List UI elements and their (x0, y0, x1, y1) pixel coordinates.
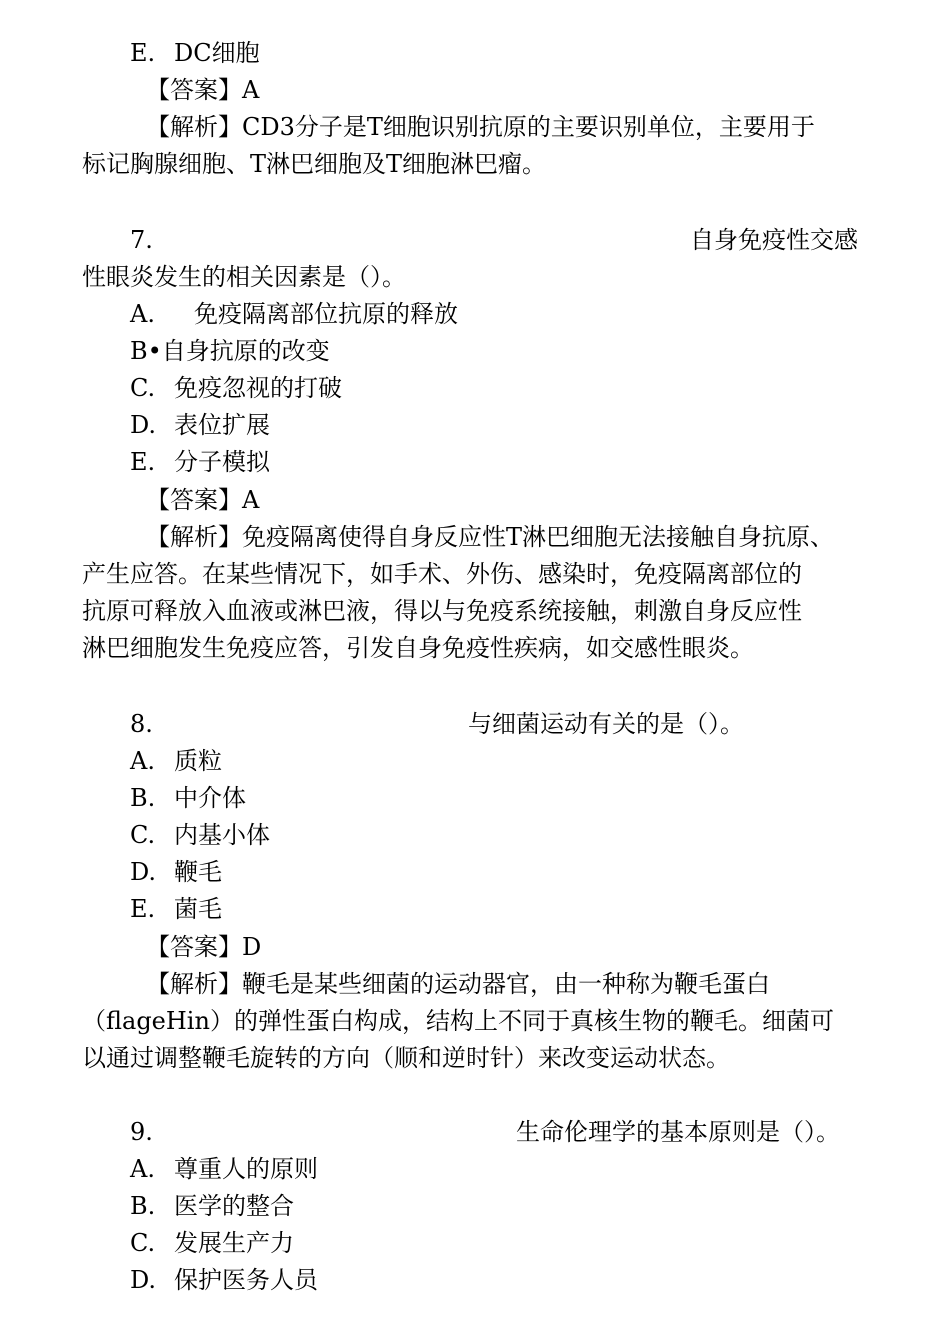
q8-option-b (130, 783, 246, 813)
q9-option-d (130, 1265, 318, 1295)
q8-question: 与细菌运动有关的是（）。 (468, 710, 744, 738)
option-text: B•自身抗原的改变 (130, 337, 330, 365)
q7-explanation-line-1: 【解析】免疫隔离使得自身反应性T淋巴细胞无法接触自身抗原、 (146, 523, 835, 551)
q7-question-line-2: 性眼炎发生的相关因素是（）。 (82, 263, 406, 291)
q6-explanation-line-1: 【解析】CD3分子是T细胞识别抗原的主要识别单位，主要用于 (146, 113, 815, 141)
q9-option-c (130, 1228, 294, 1258)
q7-option-c (130, 373, 342, 403)
q6-option-e (130, 38, 260, 68)
option-letter: B. (130, 784, 156, 812)
option-text: 鞭毛 (174, 858, 222, 886)
option-text: 发展生产力 (174, 1229, 294, 1257)
q8-option-a (130, 746, 222, 776)
option-text: 尊重人的原则 (174, 1155, 318, 1183)
option-letter: A. (130, 300, 155, 328)
option-text: 菌毛 (174, 895, 222, 923)
q7-number: 7. (130, 226, 153, 254)
q7-explanation-line-3: 抗原可释放入血液或淋巴液，得以与免疫系统接触，刺激自身反应性 (82, 597, 802, 625)
q8-option-c (130, 820, 270, 850)
option-letter: C. (130, 1229, 156, 1257)
option-text: 分子模拟 (174, 448, 270, 476)
q7-answer: 【答案】A (146, 486, 260, 514)
q8-explanation-line-3: 以通过调整鞭毛旋转的方向（顺和逆时针）来改变运动状态。 (82, 1044, 730, 1072)
q9-question: 生命伦理学的基本原则是（）。 (516, 1118, 840, 1146)
option-letter: C. (130, 374, 156, 402)
q8-option-d (130, 857, 222, 887)
q9-option-a (130, 1154, 318, 1184)
q8-explanation-line-2: （flageHin）的弹性蛋白构成，结构上不同于真核生物的鞭毛。细菌可 (82, 1007, 834, 1035)
option-letter: A. (130, 1155, 155, 1183)
q8-explanation-line-1: 【解析】鞭毛是某些细菌的运动器官，由一种称为鞭毛蛋白 (146, 970, 770, 998)
option-letter: D. (130, 411, 157, 439)
q7-explanation-line-2: 产生应答。在某些情况下，如手术、外伤、感染时，免疫隔离部位的 (82, 560, 802, 588)
q7-question-line-1: 自身免疫性交感 (690, 226, 858, 254)
q9-number: 9. (130, 1118, 153, 1146)
option-letter: A. (130, 747, 155, 775)
q7-option-e (130, 447, 270, 477)
option-letter: D. (130, 858, 157, 886)
q7-option-d (130, 410, 270, 440)
q8-option-e (130, 894, 222, 924)
option-text: 医学的整合 (174, 1192, 294, 1220)
option-letter: E. (130, 448, 156, 476)
q8-answer: 【答案】D (146, 933, 262, 961)
option-text: 中介体 (174, 784, 246, 812)
q6-answer: 【答案】A (146, 76, 260, 104)
option-letter: C. (130, 821, 156, 849)
option-text: 免疫隔离部位抗原的释放 (194, 300, 458, 328)
option-text: 质粒 (174, 747, 222, 775)
option-text: DC细胞 (174, 39, 260, 67)
q7-option-b (130, 336, 330, 366)
q7-option-a (130, 299, 458, 329)
option-text: 内基小体 (174, 821, 270, 849)
q7-explanation-line-4: 淋巴细胞发生免疫应答，引发自身免疫性疾病，如交感性眼炎。 (82, 634, 754, 662)
q6-explanation-line-2: 标记胸腺细胞、T淋巴细胞及T细胞淋巴瘤。 (82, 150, 547, 178)
option-letter: B. (130, 1192, 156, 1220)
option-letter: E. (130, 895, 156, 923)
option-letter: E. (130, 39, 156, 67)
q9-option-b (130, 1191, 294, 1221)
option-letter: D. (130, 1266, 157, 1294)
q8-number: 8. (130, 710, 153, 738)
option-text: 表位扩展 (174, 411, 270, 439)
option-text: 保护医务人员 (174, 1266, 318, 1294)
option-text: 免疫忽视的打破 (174, 374, 342, 402)
